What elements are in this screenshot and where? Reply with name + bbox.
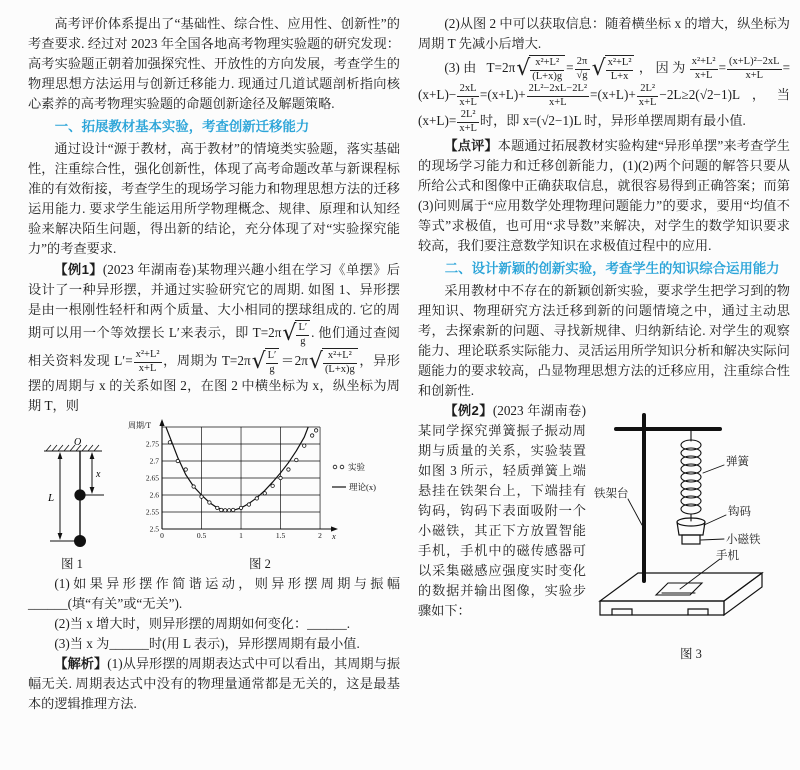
- svg-text:2.5: 2.5: [149, 524, 159, 534]
- section-heading-2: 二、设计新颖的创新实验，考查学生的知识综合运用能力: [444, 260, 780, 276]
- answer-3-paragraph: (3)由 T=2π √ $\frac{\text{x²+L²}}{(L+x)g}$ = $\frac{2\pi}{√g}$ √ $\frac{\text{x²+L²}}{L+x}$ ，因为 $\frac{\text{x²+L²}}{x+L}$ = $\frac{\text{(x+L)²−2xL}}{x+L}$ =(x+L)− $\frac{2xL}{x+L}$ =(x+L)+ $\frac{\text{2L²−2xL−2L²}}{x+L}$ =(x+L)+ $\frac{\text{2L²}}{x+L}$ −2L≥2(√2−1)L，当(x+L)= $\frac{\text{2L²}}{x+L}$ 时，即 x=(√2−1)L 时，异形单摆周期有最小值.: [418, 56, 791, 134]
- figure1: [28, 435, 116, 573]
- fig3-label-weight: 钩码: [728, 505, 751, 518]
- example2-marker: 【例2】: [444, 402, 493, 418]
- figures-row: [28, 419, 400, 573]
- svg-text:2: 2: [318, 531, 322, 541]
- right-column: [418, 14, 790, 762]
- fig3-label-magnet: 小磁铁: [726, 533, 761, 546]
- fig2-chart: [126, 419, 394, 555]
- fig1-label-x: x: [96, 469, 101, 481]
- analysis-marker: 【解析】: [54, 656, 108, 672]
- svg-text:x: x: [332, 531, 336, 542]
- question-2: (2)当 x 增大时，则异形摆的周期如何变化：______.: [54, 616, 351, 632]
- fig2-chart-svg: [126, 419, 394, 555]
- fig3-label-stand: 铁架台: [594, 487, 629, 500]
- svg-text:2.55: 2.55: [145, 507, 159, 517]
- example2-text: (2023 年湖南卷)某同学探究弹簧振子振动周期与质量的关系，实验装置如图 3 所示，轻质弹簧上端悬挂在铁架台上，下端挂有钩码，钩码下表面吸附一个小磁铁，其正下方放置智能手机，手机中的磁传感器可以采集磁感应强度实时变化的数据并输出图像，实验步骤如下：: [418, 402, 586, 618]
- example2-block: [418, 401, 790, 663]
- svg-text:0: 0: [160, 531, 164, 541]
- comment-paragraph: [418, 136, 790, 256]
- svg-text:理论(x): 理论(x): [349, 482, 376, 493]
- figure3: [592, 403, 790, 663]
- answer-2-paragraph: (2)从图 2 中可以获取信息：随着横坐标 x 的增大，纵坐标为周期 T 先减小后增大.: [418, 16, 790, 51]
- section2-paragraph: 采用教材中不存在的新颖创新实验，要求学生把学习到的物理知识、物理研究方法迁移到新的问题情境之中，通过主动思考，去探索新的问题、寻找新规律、归纳新结论. 对学生的观察能力、理论联系实际能力、灵活运用所学知识分析和解决实际问题能力的要求较高，凸显物理思想方法的迁移应用，注重综合性和创新性.: [418, 282, 790, 398]
- analysis-paragraph: [28, 654, 400, 714]
- svg-text:0.5: 0.5: [196, 531, 207, 541]
- fig1-label-o: O: [74, 437, 82, 449]
- figure2-caption: 图 2: [249, 557, 271, 572]
- comment-text: 本题通过拓展教材实验构建“异形单摆”来考查学生的现场学习能力和迁移创新能力，(1)(2)两个问题的解答只要从所给公式和图像中正确获取信息，就很容易得到正确答案；而第(3)问则属于“应用数学处理物理问题能力”的要求，要用“均值不等式”求极值，也可用“求导数”来解决，对学生的数学知识要求较高，我们要注意数学知识在求极值过程中的应用.: [418, 137, 790, 253]
- svg-text:2.7: 2.7: [149, 456, 159, 466]
- example1-paragraph: 【例1】(2023 年湖南卷)某物理兴趣小组在学习《单摆》后设计了一种异形摆，并通过实验研究它的周期. 如图 1、异形摆是由一根刚性轻杆和两个质量、大小相同的摆球组成的. 它的周期可以用一个等效摆长 L′来表示，即 T=2π √ $\frac{L'}{g}$ . 他们通过查阅相关资料发现 L′= $\frac{\text{x²+L²}}{x+L}$ ，周期为 T=2π √ $\frac{L'}{g}$ ＝2π √ $\frac{\text{x²+L²}}{(L+x)g}$ ，异形摆的周期与 x 的关系如图 2，在图 2 中横坐标为 x，纵坐标为周期 T，则: [28, 262, 400, 414]
- section-heading-1: 一、拓展教材基本实验，考查创新迁移能力: [54, 119, 310, 134]
- fig1-pendulum-diagram: [28, 435, 116, 555]
- section1-paragraph: 通过设计“源于教材，高于教材”的情境类实验题，落实基础性，注重综合性，强化创新性，体现了高考命题改革与新课程标准的有效衔接，考查学生的现场学习能力和物理思想方法的迁移运用能力. 要求学生能运用所学物理概念、规律、原理和认知经验来解决陌生问题，得出新的结论，充分体现了对“实验探究能力”的考查要求.: [28, 141, 400, 256]
- intro-paragraph: 高考评价体系提出了“基础性、综合性、应用性、创新性”的考查要求. 经过对 2023 年全国各地高考物理实验题的研究发现：高考实验题正朝着加强探究性、开放性的方向发展，考查学生的物理思想方法运用与创新迁移能力. 现通过几道试题剖析指向核心素养的高考物理实验题的命题创新途径及解题策略.: [28, 16, 400, 111]
- figure3-caption: 图 3: [680, 646, 702, 661]
- svg-text:实验: 实验: [348, 462, 366, 473]
- left-column: [28, 14, 400, 762]
- question-1: (1)如果异形摆作简谐运动，则异形摆周期与振幅______(填“有关”或“无关”).: [28, 576, 400, 612]
- figure2: [126, 419, 394, 573]
- question-3: (3)当 x 为______时(用 L 表示)，异形摆周期有最小值.: [54, 636, 360, 652]
- analysis-text: (1)从异形摆的周期表达式中可以看出，其周期与振幅无关. 周期表达式中没有的物理量通常都是无关的，这是最基本的逻辑推理方法.: [28, 656, 401, 712]
- svg-text:2.65: 2.65: [145, 473, 159, 483]
- svg-text:周期/T: 周期/T: [128, 421, 152, 431]
- figure1-caption: 图 1: [61, 557, 83, 572]
- svg-text:1.5: 1.5: [275, 531, 286, 541]
- fig3-label-phone: 手机: [716, 549, 739, 562]
- svg-text:2.75: 2.75: [145, 439, 159, 449]
- svg-text:1: 1: [239, 531, 243, 541]
- fig3-apparatus-diagram: [592, 403, 790, 645]
- svg-text:2.6: 2.6: [149, 490, 159, 500]
- fig1-label-L: L: [48, 492, 55, 505]
- fig3-label-spring: 弹簧: [726, 455, 749, 468]
- comment-marker: 【点评】: [444, 137, 498, 153]
